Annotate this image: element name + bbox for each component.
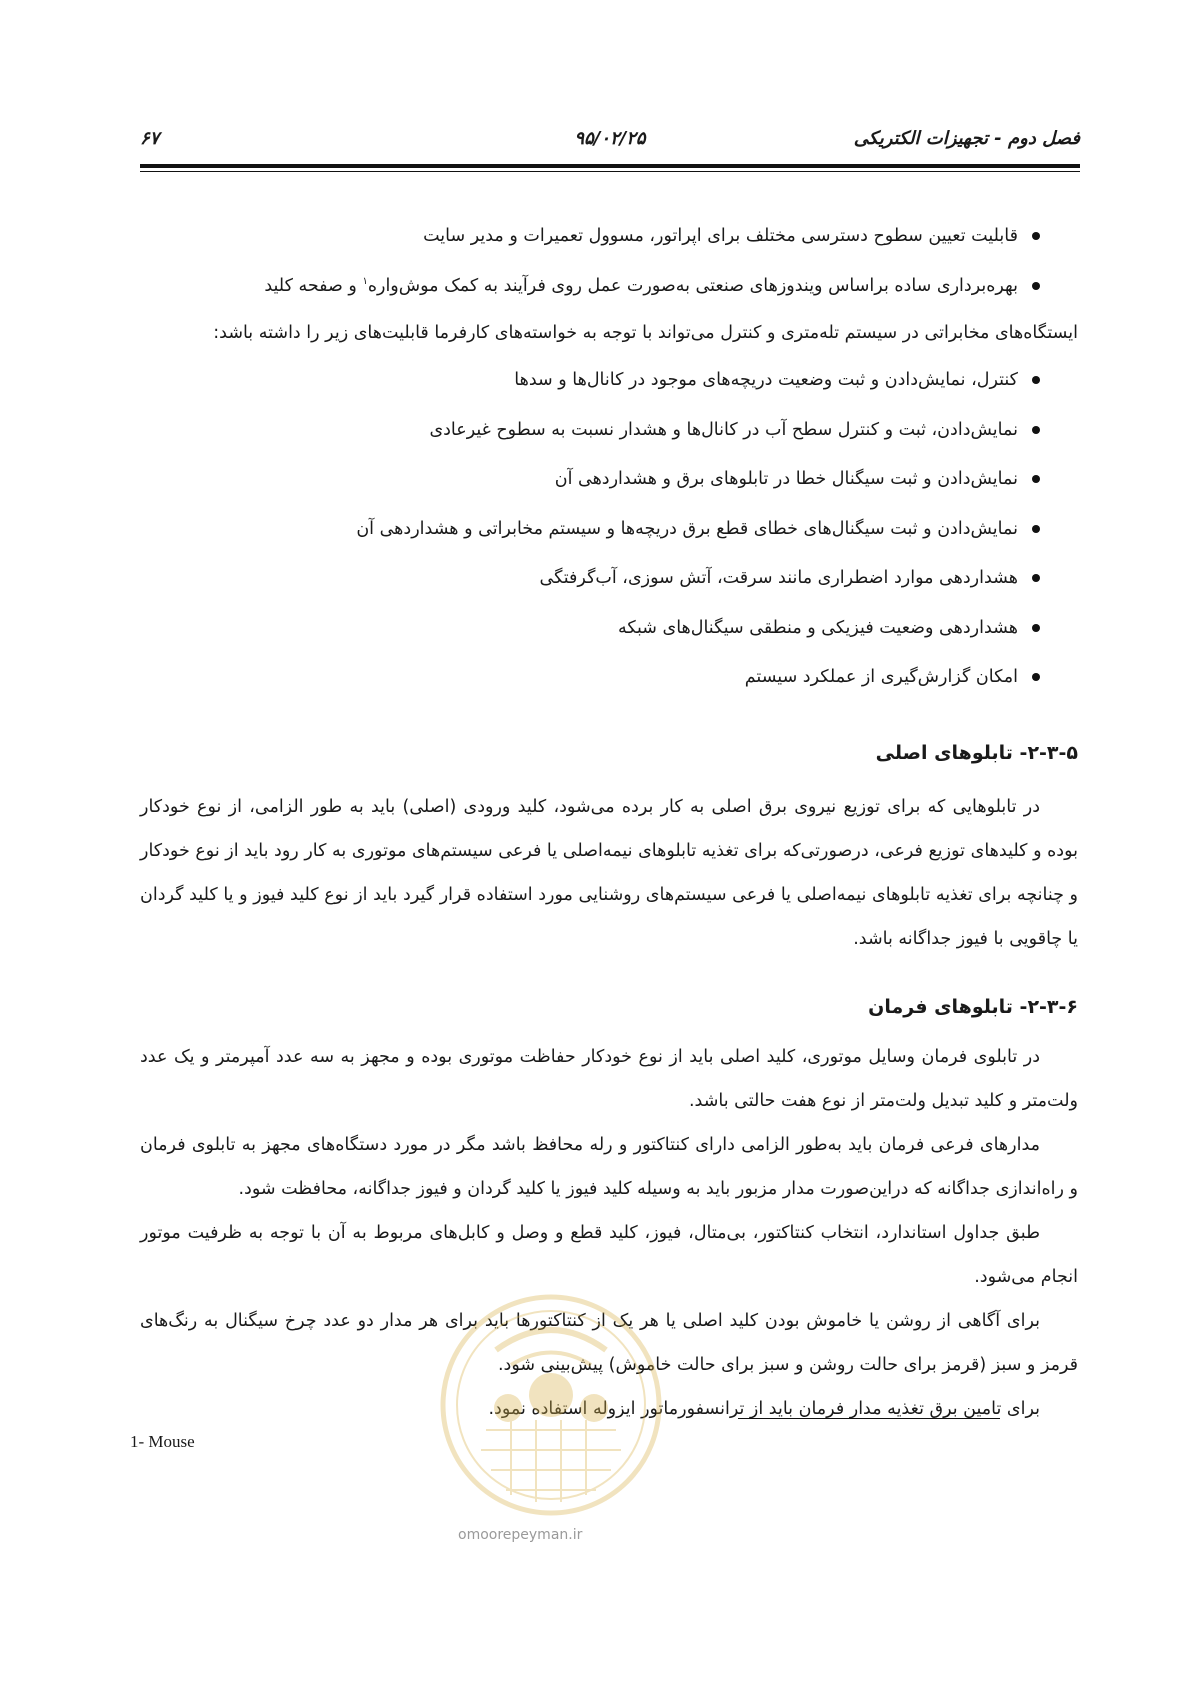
list-item-text: نمایش‌دادن و ثبت سیگنال خطا در تابلوهای برق و هشداردهی آن	[554, 469, 1018, 489]
watermark-logo-icon	[436, 1290, 666, 1530]
list-item-text: نمایش‌دادن، ثبت و کنترل سطح آب در کانال‌ها و هشدار نسبت به سطوح غیرعادی	[429, 419, 1018, 440]
bullet-icon	[1032, 624, 1040, 632]
bullet-icon	[1032, 574, 1040, 582]
list-item	[140, 262, 1040, 312]
page-number: ۶۷	[140, 128, 160, 149]
paragraph: برای آگاهی از روشن یا خاموش بودن کلید اصلی یا هر یک از کنتاکتورها باید برای هر مدار دو عدد چرخ سیگنال به رنگ‌های قرمز و سبز (قرمز برای حالت روشن و سبز برای حالت خاموش) پیش‌بینی شود.	[140, 1310, 1078, 1375]
list-item	[140, 505, 1040, 555]
list-item-text: کنترل، نمایش‌دادن و ثبت وضعیت دریچه‌های موجود در کانال‌ها و سدها	[514, 370, 1018, 390]
list-item-text: هشداردهی وضعیت فیزیکی و منطقی سیگنال‌های شبکه	[617, 617, 1018, 638]
bullet-icon	[1032, 232, 1040, 240]
page-header	[140, 128, 1080, 160]
list-item-text: قابلیت تعیین سطوح دسترسی مختلف برای اپراتور، مسوول تعمیرات و مدیر سایت	[423, 226, 1018, 246]
bullet-list-top	[140, 212, 1078, 311]
list-item-text: امکان گزارش‌گیری از عملکرد سیستم	[744, 667, 1018, 687]
paragraph: مدارهای فرعی فرمان باید به‌طور الزامی دارای کنتاکتور و رله محافظ باشد مگر در مورد دستگاه‌های مجهز به تابلوی فرمان و راه‌اندازی جداگانه که دراین‌صورت مدار مزبور باید به وسیله کلید فیوز یا کلید گردان و فیوز جداگانه، محافظت شود.	[140, 1134, 1078, 1199]
chapter-title: فصل دوم - تجهیزات الکتریکی	[853, 128, 1080, 149]
list-item-text: هشداردهی موارد اضطراری مانند سرقت، آتش سوزی، آب‌گرفتگی	[539, 568, 1018, 588]
list-item-text: بهره‌برداری ساده براساس ویندوزهای صنعتی به‌صورت عمل روی فرآیند به کمک موش‌واره$^۱$ و صفحه کلید	[264, 275, 1018, 296]
footnote-rule	[738, 1418, 1000, 1419]
paragraph-main-panels: در تابلوهایی که برای توزیع نیروی برق اصلی به کار برده می‌شود، کلید ورودی (اصلی) باید به طور الزامی، از نوع خودکار بوده و کلیدهای توزیع فرعی، درصورتی‌که برای تغذیه تابلوهای نیمه‌اصلی یا فرعی سیستم‌های موتوری به کار رود باید از نوع خودکار و چنانچه برای تغذیه تابلوهای نیمه‌اصلی یا فرعی سیستم‌های روشنایی مورد استفاده قرار گیرد باید از نوع کلید فیوز و یا کلید گردان یا چاقویی با فیوز جداگانه باشد.	[140, 796, 1078, 949]
paragraph: طبق جداول استاندارد، انتخاب کنتاکتور، بی‌متال، فیوز، کلید قطع و وصل و کابل‌های مربوط به آن با توجه به ظرفیت موتور انجام می‌شود.	[140, 1222, 1078, 1287]
body-content	[140, 212, 1078, 1431]
footnote: 1- Mouse	[130, 1432, 195, 1451]
list-item	[140, 212, 1040, 262]
intro-paragraph: ایستگاه‌های مخابراتی در سیستم تله‌متری و کنترل می‌تواند با توجه به خواسته‌های کارفرما قابلیت‌های زیر را داشته باشد:	[213, 323, 1078, 343]
header-date: ۹۵/۰۲/۲۵	[574, 128, 646, 149]
bullet-icon	[1032, 376, 1040, 384]
header-rule-thick	[140, 164, 1080, 168]
section-heading-main-panels: ۲-۳-۵- تابلوهای اصلی	[875, 741, 1078, 764]
section-heading-control-panels: ۲-۳-۶- تابلوهای فرمان	[868, 995, 1078, 1018]
bullet-icon	[1032, 282, 1040, 290]
bullet-icon	[1032, 426, 1040, 434]
list-item	[140, 356, 1040, 406]
bullet-icon	[1032, 525, 1040, 533]
paragraph: برای تامین برق تغذیه مدار فرمان باید از ترانسفورماتور ایزوله استفاده نمود.	[488, 1398, 1040, 1419]
footnote-ref: ۱	[362, 275, 368, 287]
list-item	[140, 554, 1040, 604]
bullet-list-capabilities	[140, 356, 1078, 703]
header-rule-thin	[140, 171, 1080, 172]
list-item-text: نمایش‌دادن و ثبت سیگنال‌های خطای قطع برق دریچه‌ها و سیستم مخابراتی و هشداردهی آن	[356, 518, 1018, 539]
list-item	[140, 455, 1040, 505]
list-item	[140, 653, 1040, 703]
watermark-site: omoorepeyman.ir	[458, 1527, 583, 1543]
list-item	[140, 604, 1040, 654]
bullet-icon	[1032, 475, 1040, 483]
list-item	[140, 406, 1040, 456]
bullet-icon	[1032, 673, 1040, 681]
paragraph: در تابلوی فرمان وسایل موتوری، کلید اصلی باید از نوع خودکار حفاظت موتوری بوده و مجهز به سه عدد آمپرمتر و یک عدد ولت‌متر و کلید تبدیل ولت‌متر از نوع هفت حالتی باشد.	[140, 1046, 1078, 1111]
